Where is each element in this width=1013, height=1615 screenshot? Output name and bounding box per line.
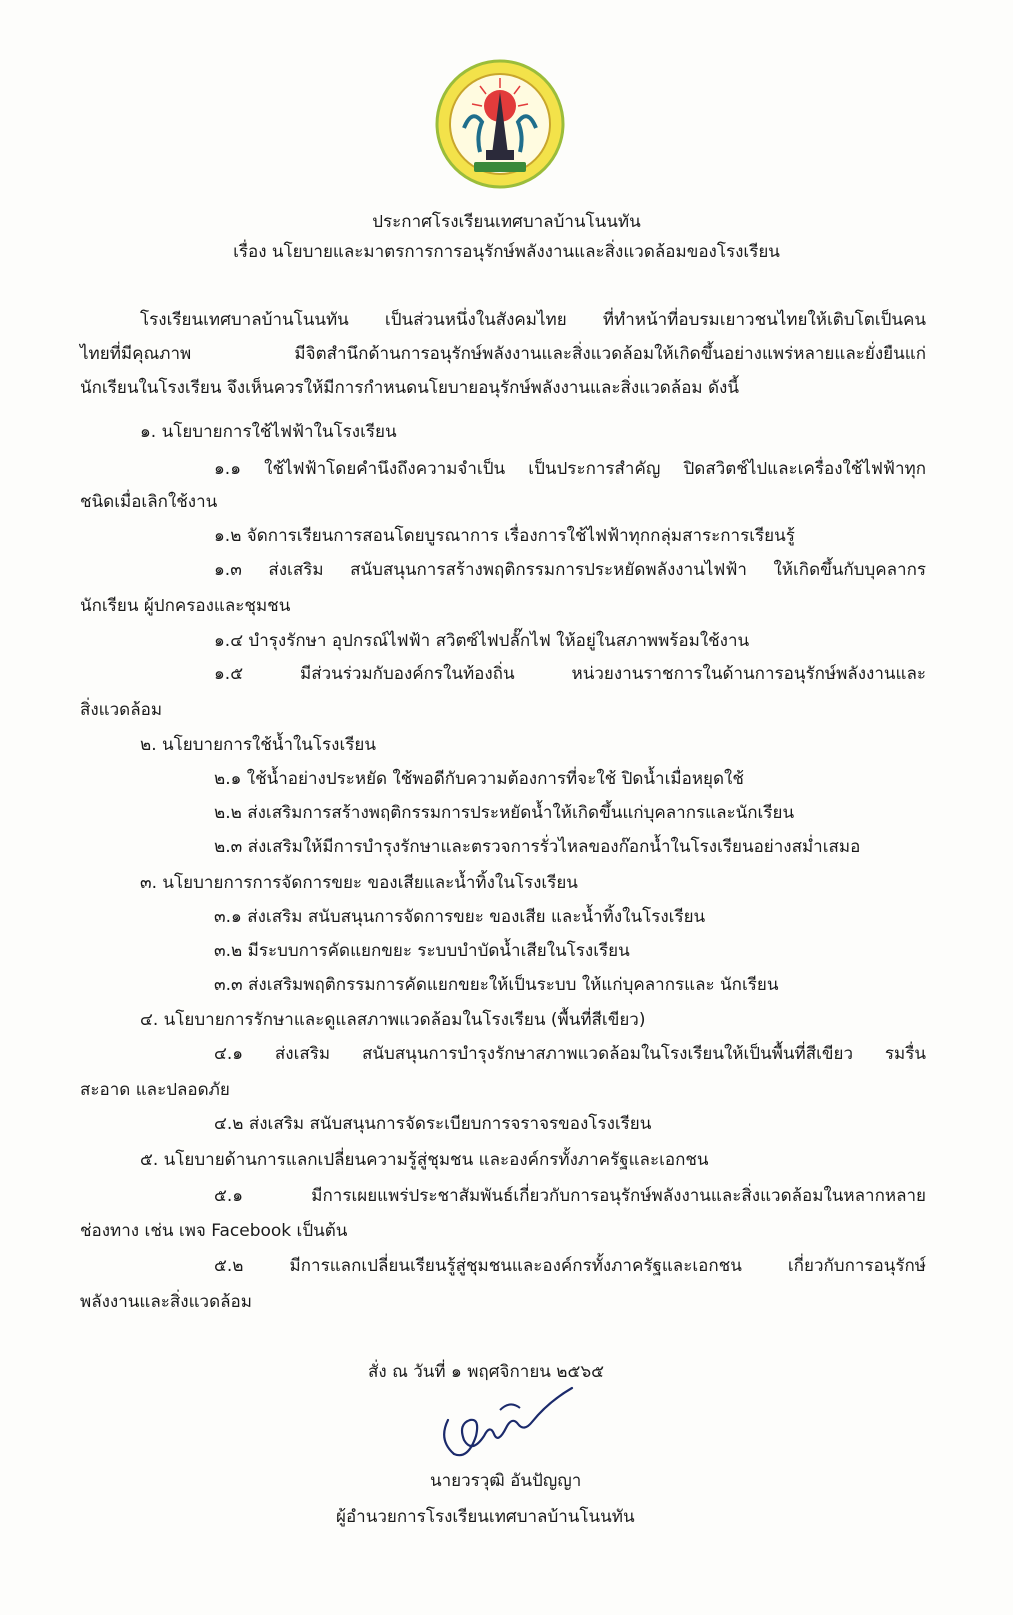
policy-item: ๓.๒ มีระบบการคัดแยกขยะ ระบบบำบัดน้ำเสียในโรงเรียน (214, 941, 630, 961)
policy-item-cont: พลังงานและสิ่งแวดล้อม (80, 1292, 252, 1312)
policy-item-cont: ช่องทาง เช่น เพจ Facebook เป็นต้น (80, 1221, 348, 1241)
policy-heading-1: ๑. นโยบายการใช้ไฟฟ้าในโรงเรียน (140, 422, 397, 442)
school-seal-icon (434, 58, 566, 190)
policy-item-cont: สิ่งแวดล้อม (80, 700, 163, 720)
policy-heading-2: ๒. นโยบายการใช้น้ำในโรงเรียน (140, 735, 377, 755)
signer-name: นายวรวุฒิ อันปัญญา (430, 1471, 582, 1491)
policy-item-cont: ชนิดเมื่อเลิกใช้งาน (80, 492, 218, 512)
policy-item-cont: สะอาด และปลอดภัย (80, 1080, 230, 1100)
signer-position: ผู้อำนวยการโรงเรียนเทศบาลบ้านโนนทัน (336, 1507, 635, 1527)
announcement-title: ประกาศโรงเรียนเทศบาลบ้านโนนทัน (372, 212, 641, 232)
signature-icon (430, 1380, 620, 1460)
policy-item: ๑.๒ จัดการเรียนการสอนโดยบูรณาการ เรื่องการใช้ไฟฟ้าทุกกลุ่มสาระการเรียนรู้ (214, 526, 795, 546)
intro-line: โรงเรียนเทศบาลบ้านโนนทัน เป็นส่วนหนึ่งในสังคมไทย ที่ทำหน้าที่อบรมเยาวชนไทยให้เติบโตเป็นคน (140, 310, 926, 330)
announcement-subject: เรื่อง นโยบายและมาตรการการอนุรักษ์พลังงานและสิ่งแวดล้อมของโรงเรียน (233, 242, 780, 262)
policy-item: ๒.๓ ส่งเสริมให้มีการบำรุงรักษาและตรวจการรั่วไหลของก๊อกน้ำในโรงเรียนอย่างสม่ำเสมอ (214, 837, 861, 857)
policy-item: ๕.๑ มีการเผยแพร่ประชาสัมพันธ์เกี่ยวกับการอนุรักษ์พลังงานและสิ่งแวดล้อมในหลากหลาย (214, 1186, 926, 1206)
issue-date: สั่ง ณ วันที่ ๑ พฤศจิกายน ๒๕๖๕ (368, 1362, 605, 1382)
policy-item: ๓.๓ ส่งเสริมพฤติกรรมการคัดแยกขยะให้เป็นระบบ ให้แก่บุคลากรและ นักเรียน (214, 975, 779, 995)
intro-line: ไทยที่มีคุณภาพ มีจิตสำนึกด้านการอนุรักษ์พลังงานและสิ่งแวดล้อมให้เกิดขึ้นอย่างแพร่หลายและยั่งยืนแก่ (80, 344, 926, 364)
policy-item: ๑.๕ มีส่วนร่วมกับองค์กรในท้องถิ่น หน่วยงานราชการในด้านการอนุรักษ์พลังงานและ (214, 664, 926, 684)
policy-item: ๑.๓ ส่งเสริม สนับสนุนการสร้างพฤติกรรมการประหยัดพลังงานไฟฟ้า ให้เกิดขึ้นกับบุคลากร (214, 560, 926, 580)
policy-item: ๔.๑ ส่งเสริม สนับสนุนการบำรุงรักษาสภาพแวดล้อมในโรงเรียนให้เป็นพื้นที่สีเขียว รมรื่น (214, 1044, 926, 1064)
intro-line: นักเรียนในโรงเรียน จึงเห็นควรให้มีการกำหนดนโยบายอนุรักษ์พลังงานและสิ่งแวดล้อม ดังนี้ (80, 378, 739, 398)
policy-item: ๒.๒ ส่งเสริมการสร้างพฤติกรรมการประหยัดน้ำให้เกิดขึ้นแก่บุคลากรและนักเรียน (214, 803, 795, 823)
policy-item: ๔.๒ ส่งเสริม สนับสนุนการจัดระเบียบการจราจรของโรงเรียน (214, 1114, 652, 1134)
policy-item: ๑.๑ ใช้ไฟฟ้าโดยคำนึงถึงความจำเป็น เป็นประการสำคัญ ปิดสวิตช์ไปและเครื่องใช้ไฟฟ้าทุก (214, 459, 926, 479)
policy-item: ๓.๑ ส่งเสริม สนับสนุนการจัดการขยะ ของเสีย และน้ำทิ้งในโรงเรียน (214, 907, 706, 927)
policy-item: ๕.๒ มีการแลกเปลี่ยนเรียนรู้สู่ชุมชนและองค์กรทั้งภาครัฐและเอกชน เกี่ยวกับการอนุรักษ์ (214, 1256, 926, 1276)
policy-heading-3: ๓. นโยบายการการจัดการขยะ ของเสียและน้ำทิ้งในโรงเรียน (140, 873, 578, 893)
policy-item: ๒.๑ ใช้น้ำอย่างประหยัด ใช้พอดีกับความต้องการที่จะใช้ ปิดน้ำเมื่อหยุดใช้ (214, 769, 744, 789)
policy-heading-5: ๕. นโยบายด้านการแลกเปลี่ยนความรู้สู่ชุมชน และองค์กรทั้งภาครัฐและเอกชน (140, 1150, 709, 1170)
policy-item-cont: นักเรียน ผู้ปกครองและชุมชน (80, 596, 291, 616)
policy-item: ๑.๔ บำรุงรักษา อุปกรณ์ไฟฟ้า สวิตซ์ไฟปลั๊กไฟ ให้อยู่ในสภาพพร้อมใช้งาน (214, 631, 750, 651)
policy-heading-4: ๔. นโยบายการรักษาและดูแลสภาพแวดล้อมในโรงเรียน (พื้นที่สีเขียว) (140, 1010, 646, 1030)
